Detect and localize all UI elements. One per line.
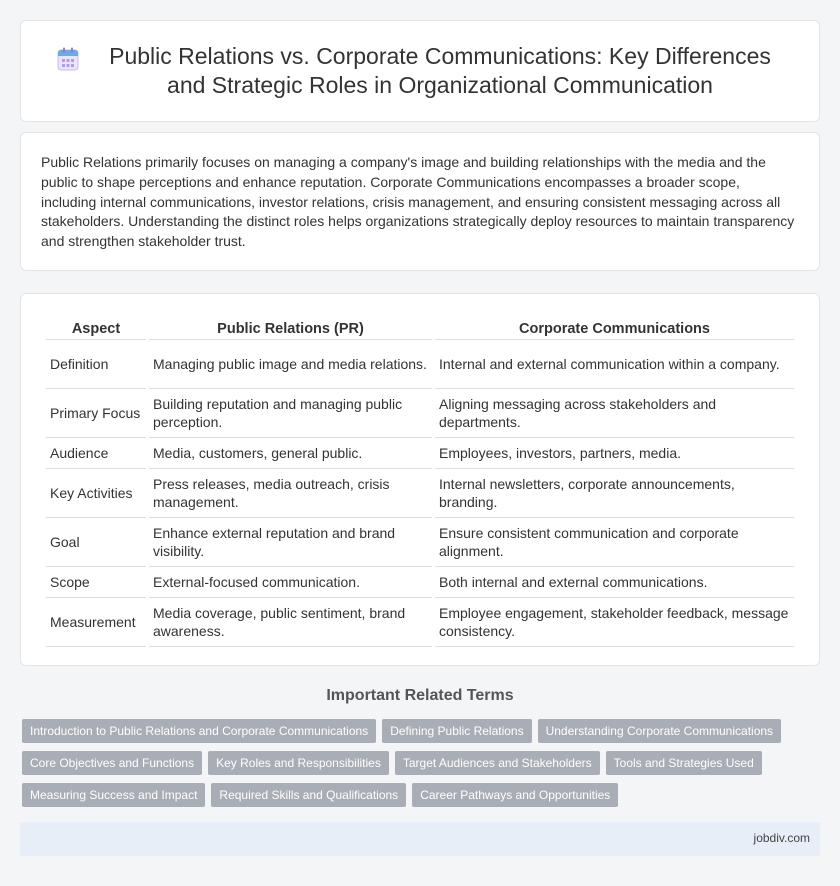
table-row [46,389,794,438]
row-pr: Building reputation and managing public perception. [149,389,432,438]
row-aspect: Key Activities [46,469,146,518]
tag-measuring-success[interactable]: Measuring Success and Impact [22,783,205,807]
row-cc: Employees, investors, partners, media. [435,438,794,469]
row-cc: Internal newsletters, corporate announcements, branding. [435,469,794,518]
comparison-table-card [20,293,820,666]
row-cc: Internal and external communication within a company. [435,340,794,389]
table-header-row [46,314,794,340]
table-row [46,598,794,647]
related-terms-tags [22,719,812,807]
row-pr: Managing public image and media relations. [149,340,432,389]
table-row [46,567,794,598]
row-aspect: Goal [46,518,146,567]
row-cc: Both internal and external communications. [435,567,794,598]
tag-understanding-cc[interactable]: Understanding Corporate Communications [538,719,781,743]
row-aspect: Audience [46,438,146,469]
row-cc: Ensure consistent communication and corporate alignment. [435,518,794,567]
tag-introduction[interactable]: Introduction to Public Relations and Corporate Communications [22,719,376,743]
comparison-table [43,314,797,647]
tag-career-pathways[interactable]: Career Pathways and Opportunities [412,783,618,807]
page-title: Public Relations vs. Corporate Communications: Key Differences and Strategic Roles in Organizational Communication [109,43,771,98]
row-pr: Media coverage, public sentiment, brand awareness. [149,598,432,647]
tag-key-roles[interactable]: Key Roles and Responsibilities [208,751,389,775]
row-aspect: Scope [46,567,146,598]
row-aspect: Definition [46,340,146,389]
row-pr: Press releases, media outreach, crisis management. [149,469,432,518]
footer [20,822,820,856]
table-row [46,518,794,567]
related-terms-title: Important Related Terms [326,687,514,704]
row-aspect: Primary Focus [46,389,146,438]
header-public-relations: Public Relations (PR) [149,314,432,340]
table-row [46,438,794,469]
header-card [20,20,820,122]
intro-card [20,132,820,271]
tag-required-skills[interactable]: Required Skills and Qualifications [211,783,406,807]
header-aspect: Aspect [46,314,146,340]
table-row [46,469,794,518]
tag-defining-pr[interactable]: Defining Public Relations [382,719,531,743]
tag-target-audiences[interactable]: Target Audiences and Stakeholders [395,751,600,775]
intro-paragraph: Public Relations primarily focuses on managing a company's image and building relationships with the media and the public to shape perceptions and enhance reputation. Corporate Communications encompasses a broader scope, including internal communications, investor relations, crisis management, and ensuring consistent messaging across all stakeholders. Understanding the distinct roles helps organizations strategically deploy resources to maintain transparency and strengthen stakeholder trust. [41,154,795,250]
row-pr: External-focused communication. [149,567,432,598]
row-pr: Media, customers, general public. [149,438,432,469]
row-pr: Enhance external reputation and brand visibility. [149,518,432,567]
tag-tools-strategies[interactable]: Tools and Strategies Used [606,751,762,775]
row-cc: Employee engagement, stakeholder feedback, message consistency. [435,598,794,647]
header-corporate-communications: Corporate Communications [435,314,794,340]
row-cc: Aligning messaging across stakeholders and departments. [435,389,794,438]
table-row [46,340,794,389]
tag-core-objectives[interactable]: Core Objectives and Functions [22,751,202,775]
footer-site-link[interactable]: jobdiv.com [753,831,810,845]
row-aspect: Measurement [46,598,146,647]
